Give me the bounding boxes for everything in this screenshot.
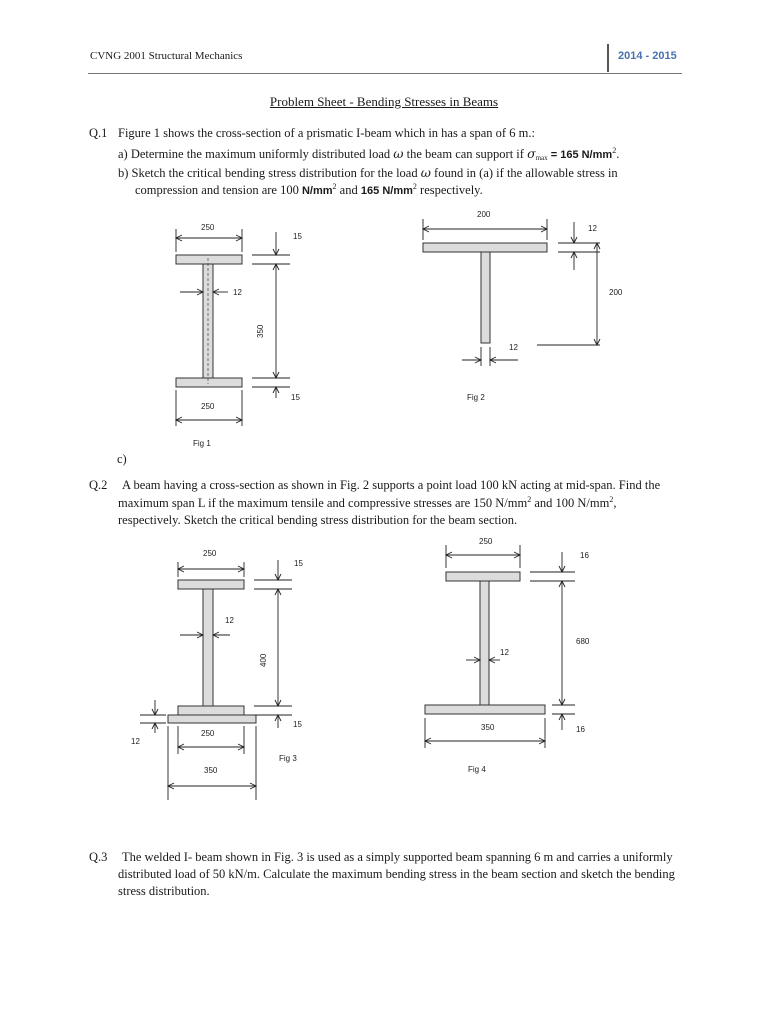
fig2-caption: Fig 2 <box>467 393 485 402</box>
fig3-bottom-width-label: 350 <box>204 766 218 775</box>
fig1-top-width-label: 250 <box>201 223 215 232</box>
q1-intro: Figure 1 shows the cross-section of a prismatic I-beam which in has a span of 6 m.: <box>118 126 535 140</box>
q3-line2: distributed load of 50 kN/m. Calculate the maximum bending stress in the beam section and sketch the bending <box>118 867 675 881</box>
fig2-web-label: 12 <box>509 343 518 352</box>
q1-part-b: b) Sketch the critical bending stress distribution for the load ω found in (a) if the allowable stress in <box>118 165 618 180</box>
q3-number: Q.3 <box>89 850 108 864</box>
fig2-width-label: 200 <box>477 210 491 219</box>
fig3-top-width-label: 250 <box>203 549 217 558</box>
fig2-web <box>481 252 490 343</box>
fig3-welded-ibeam <box>131 549 303 800</box>
fig1-bottom-width-label: 250 <box>201 402 215 411</box>
fig3-bottom-flange-label: 15 <box>293 720 302 729</box>
fig3-web-label: 12 <box>225 616 234 625</box>
fig4-depth-label: 680 <box>576 637 590 646</box>
fig4-caption: Fig 4 <box>468 765 486 774</box>
fig3-web <box>203 589 213 706</box>
q1-part-a: a) Determine the maximum uniformly distributed load ω the beam can support if $\sigma_{max} = 165$ $N/mm^2$. <box>118 146 620 162</box>
q3-line3: stress distribution. <box>118 884 210 898</box>
q3-line1: The welded I- beam shown in Fig. 3 is used as a simply supported beam spanning 6 m and carries a uniformly <box>122 850 673 864</box>
fig4-top-flange-label: 16 <box>580 551 589 560</box>
fig3-depth-label: 400 <box>259 653 268 667</box>
page-title: Problem Sheet - Bending Stresses in Beams <box>269 94 499 109</box>
fig1-bottom-flange-label: 15 <box>291 393 300 402</box>
q1-part-c: c) <box>117 452 127 466</box>
q1-number: Q.1 <box>89 126 108 140</box>
q1-part-b-line2: compression and tension are 100 $N/mm^2$ and 165 $N/mm^2$ respectively. <box>135 182 483 197</box>
fig4-web-label: 12 <box>500 648 509 657</box>
fig3-top-flange-label: 15 <box>294 559 303 568</box>
fig3-bottom-thk-label: 12 <box>131 737 140 746</box>
academic-year: 2014 - 2015 <box>618 50 677 62</box>
q2-line2: maximum span L if the maximum tensile and compressive stresses are 150 $N/mm^2$ and 100 $N/mm^2$, <box>118 495 617 510</box>
fig3-top-flange <box>178 580 244 589</box>
fig4-bottom-width-label: 350 <box>481 723 495 732</box>
fig4-bottom-flange-label: 16 <box>576 725 585 734</box>
fig2-flange <box>423 243 547 252</box>
fig3-caption: Fig 3 <box>279 754 297 763</box>
fig3-bottom-plate <box>168 715 256 723</box>
fig4-bottom-flange <box>425 705 545 714</box>
fig4-top-flange <box>446 572 520 581</box>
course-title: CVNG 2001 Structural Mechanics <box>90 50 243 62</box>
fig3-mid-plate <box>178 706 244 715</box>
fig2-depth-label: 200 <box>609 288 623 297</box>
fig1-depth-label: 350 <box>256 324 265 338</box>
fig1-top-flange <box>176 255 242 264</box>
fig1-caption: Fig 1 <box>193 439 211 448</box>
q2-number: Q.2 <box>89 478 108 492</box>
fig1-bottom-flange <box>176 378 242 387</box>
fig4-web <box>480 581 489 705</box>
fig2-tbeam <box>423 210 623 402</box>
fig3-mid-width-label: 250 <box>201 729 215 738</box>
fig4-plate-girder <box>425 537 590 774</box>
fig1-ibeam <box>176 223 302 448</box>
fig2-flange-label: 12 <box>588 224 597 233</box>
fig1-web-label: 12 <box>233 288 242 297</box>
q2-line3: respectively. Sketch the critical bending stress distribution for the beam section. <box>118 513 518 527</box>
fig4-top-width-label: 250 <box>479 537 493 546</box>
q2-line1: A beam having a cross-section as shown in Fig. 2 supports a point load 100 kN acting at mid-span. Find the <box>122 478 661 492</box>
fig1-top-flange-label: 15 <box>293 232 302 241</box>
